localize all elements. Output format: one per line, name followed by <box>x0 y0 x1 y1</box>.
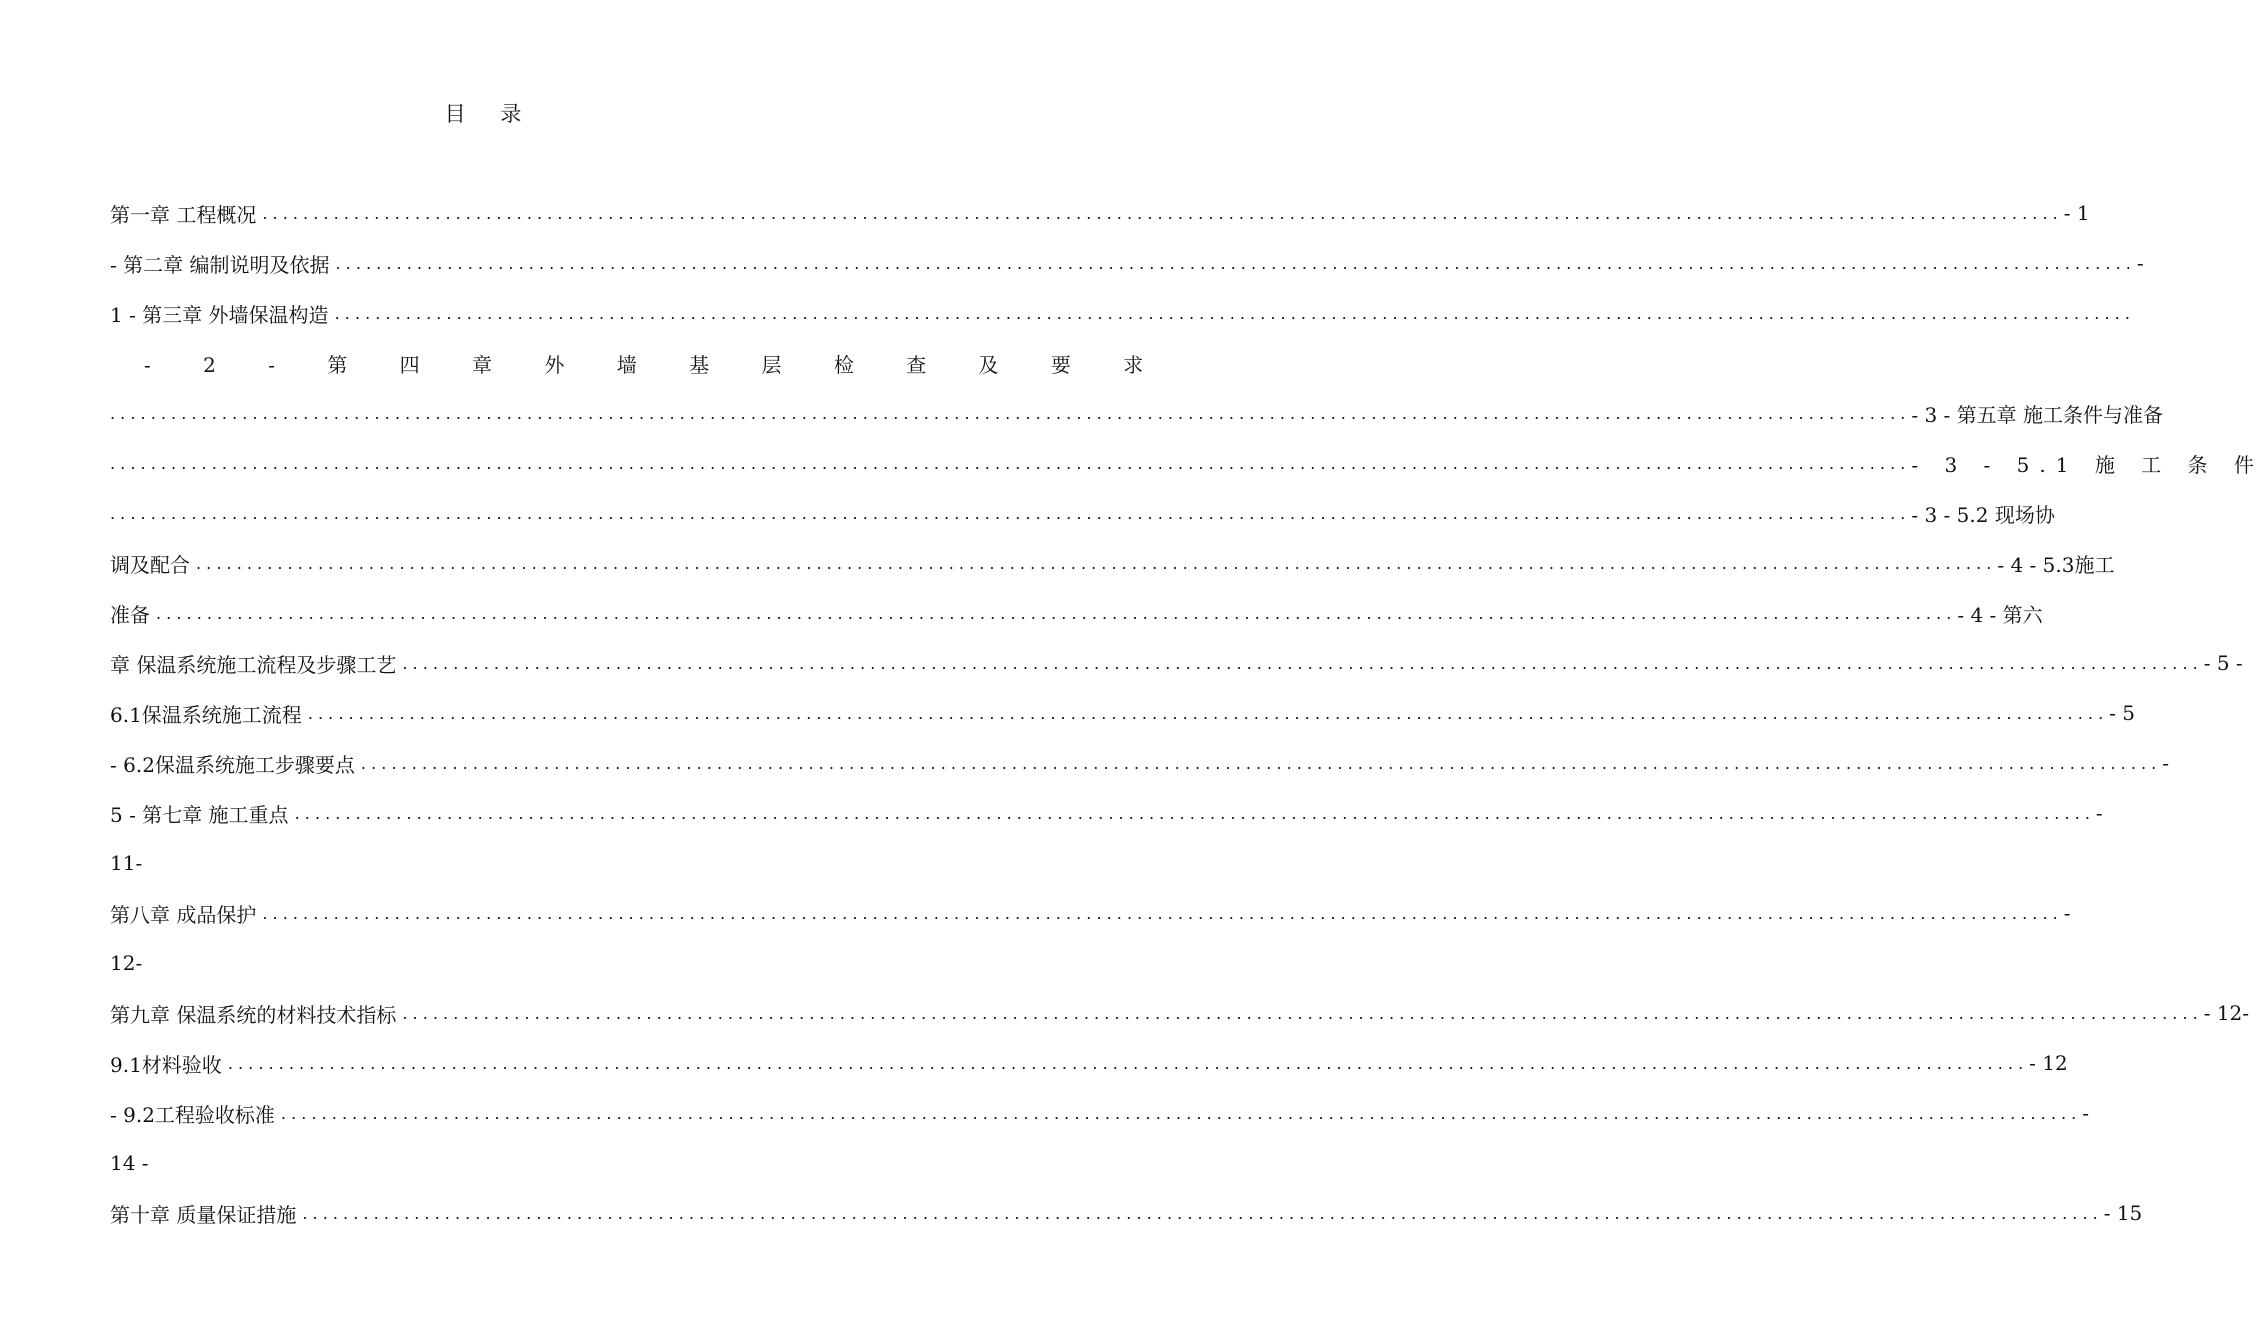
toc-entry[interactable] <box>110 547 2115 579</box>
toc-entry[interactable] <box>110 1147 868 1179</box>
dot-leader <box>196 554 1991 573</box>
toc-entry-page: - 3 - 第五章 施工条件与准备 <box>1911 402 2164 427</box>
toc-entry-page: - 12- <box>2203 1001 2250 1025</box>
dot-leader <box>110 454 1905 473</box>
toc-entry-title: 调及配合 <box>110 552 190 577</box>
toc-entry-page: - 5 <box>2109 701 2135 725</box>
toc-entry-page: - <box>2082 1101 2090 1125</box>
toc-entry-title: 章 保温系统施工流程及步骤工艺 <box>110 652 397 677</box>
toc-entry[interactable] <box>110 1047 2068 1079</box>
dot-leader <box>295 804 2090 823</box>
toc-entry-title: 11- <box>110 851 143 875</box>
dot-leader <box>335 304 2130 323</box>
toc-entry-title: 第九章 保温系统的材料技术指标 <box>110 1002 397 1027</box>
toc-entry[interactable] <box>110 497 2055 529</box>
toc-entry[interactable] <box>110 597 2043 629</box>
toc-entry-title: 准备 <box>110 602 150 627</box>
dot-leader <box>110 404 1905 423</box>
toc-entry-page: - 12 <box>2029 1051 2068 1075</box>
toc-entry-title: 5 - 第七章 施工重点 <box>110 802 289 827</box>
toc-entry[interactable] <box>110 397 2164 429</box>
toc-entry[interactable] <box>110 347 1167 379</box>
toc-entry[interactable] <box>110 647 2243 679</box>
toc-entry-title: - 9.2工程验收标准 <box>110 1102 275 1127</box>
toc-entry[interactable] <box>110 997 2250 1029</box>
dot-leader <box>156 604 1951 623</box>
toc-entry[interactable] <box>110 247 2144 279</box>
toc-entry-page: - 15 <box>2103 1201 2143 1225</box>
toc-entry[interactable] <box>110 197 2090 229</box>
toc-entry-title: 第一章 工程概况 <box>110 202 257 227</box>
toc-entry-page: - 4 - 第六 <box>1957 602 2043 627</box>
toc-entry-title: 第十章 质量保证措施 <box>110 1202 297 1227</box>
toc-entry[interactable] <box>110 447 2264 479</box>
toc-entry-page: - 4 - 5.3施工 <box>1997 552 2115 577</box>
dot-leader <box>335 254 2130 273</box>
toc-entry[interactable] <box>110 697 2135 729</box>
toc-entry-page: - 3 - 5.1 施 工 条 件 <box>1911 452 2264 477</box>
toc-entry[interactable] <box>110 947 868 979</box>
dot-leader <box>262 204 2057 223</box>
toc-entry-page: - 3 - 5.2 现场协 <box>1911 502 2055 527</box>
page-title: 目 录 <box>444 102 536 126</box>
dot-leader <box>281 1104 2076 1123</box>
dot-leader <box>402 1004 2197 1023</box>
toc-entry[interactable] <box>110 1197 2143 1229</box>
dot-leader <box>110 504 1905 523</box>
dot-leader <box>402 654 2197 673</box>
toc-entry[interactable] <box>110 297 868 329</box>
toc-entry[interactable] <box>110 747 2170 779</box>
toc-entry[interactable] <box>110 897 2071 929</box>
toc-entry-page: - <box>2095 801 2103 825</box>
toc-entry-title: - 6.2保温系统施工步骤要点 <box>110 752 355 777</box>
toc-entry-title: 12- <box>110 951 143 975</box>
toc-entry-title: 第八章 成品保护 <box>110 902 257 927</box>
toc-entry-title: 14 - <box>110 1151 149 1175</box>
dot-leader <box>308 704 2103 723</box>
toc-entry[interactable] <box>110 1097 2090 1129</box>
toc-entry-page: - <box>2063 901 2071 925</box>
toc-entry-title: 1 - 第三章 外墙保温构造 <box>110 302 329 327</box>
toc-entry-title: 6.1保温系统施工流程 <box>110 702 302 727</box>
toc-entry-title: - 2 - 第 四 章 外 墙 基 层 检 查 及 要 求 <box>144 352 1167 377</box>
dot-leader <box>361 754 2156 773</box>
dot-leader <box>262 904 2057 923</box>
toc-entry-title: - 第二章 编制说明及依据 <box>110 252 330 277</box>
toc-entry-title: 9.1材料验收 <box>110 1052 222 1077</box>
toc-entry-page: - 1 <box>2063 201 2090 225</box>
toc-entry-page: - 5 - <box>2203 651 2243 675</box>
toc-entry-page: - <box>2136 251 2144 275</box>
toc-entry-page: - <box>2162 751 2170 775</box>
dot-leader <box>302 1204 2097 1223</box>
toc-entry[interactable] <box>110 797 2103 829</box>
dot-leader <box>228 1054 2023 1073</box>
toc-entry[interactable] <box>110 847 868 879</box>
